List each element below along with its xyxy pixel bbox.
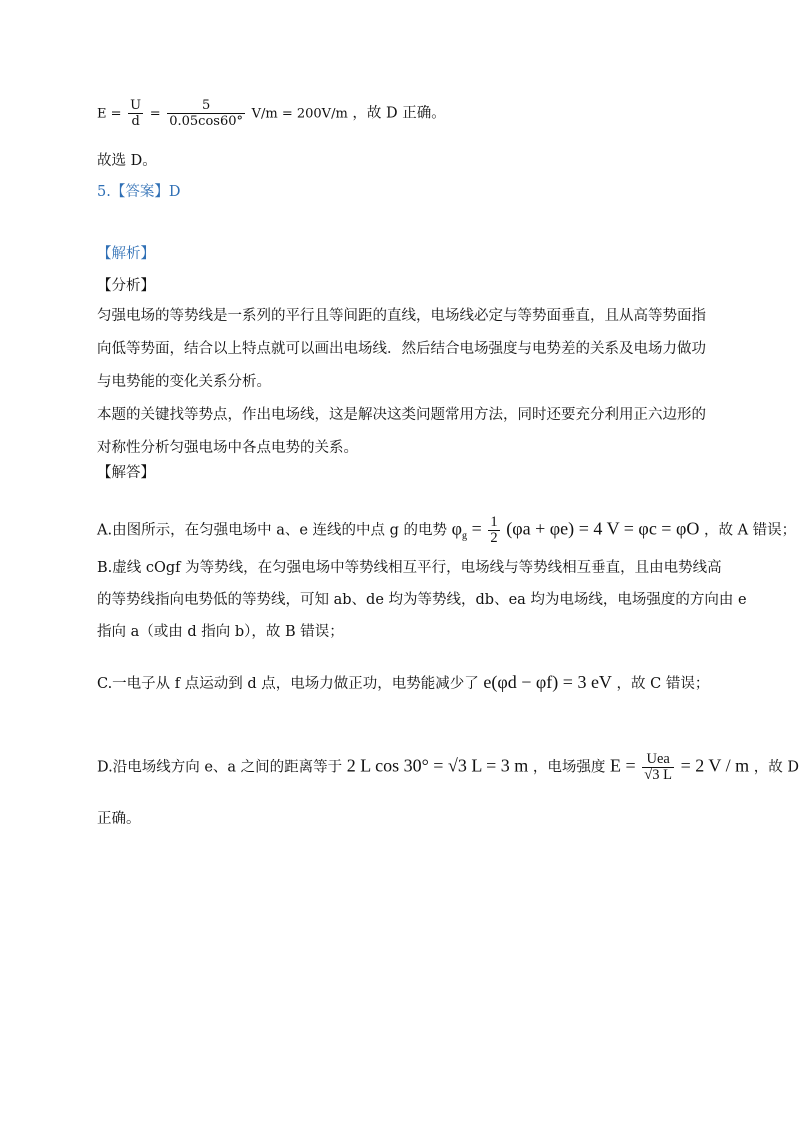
frac-half bbox=[488, 515, 499, 546]
analysis-heading: 【解析】 bbox=[97, 246, 155, 262]
frac-num: Uea bbox=[642, 752, 674, 768]
jieda-heading: 【解答】 bbox=[97, 465, 155, 481]
option-d-line bbox=[97, 752, 799, 783]
frac-den: 2 bbox=[490, 530, 498, 546]
option-d-expr1: 2 L cos 30° = √3 L = 3 m bbox=[346, 755, 529, 776]
frac-5-over-cos bbox=[167, 98, 245, 129]
frac-u-over-d bbox=[128, 98, 143, 129]
frac-u-over-root3l bbox=[642, 752, 674, 783]
phi-rest: = 4 V = φc = φO bbox=[578, 518, 700, 539]
select-line: 故选 D。 bbox=[97, 153, 157, 169]
answer-line: 5.【答案】D bbox=[97, 184, 181, 200]
eq-lhs: E = bbox=[97, 106, 122, 122]
option-a-prefix: A.由图所示，在匀强电场中 a、e 连线的中点 g 的电势 bbox=[97, 522, 448, 539]
option-b-line-2: 的等势线指向电势低的等势线，可知 ab、de 均为等势线，db、ea 均为电场线，电场强度的方向由 e bbox=[97, 592, 747, 608]
equation-field-strength bbox=[97, 98, 446, 129]
frac-num: U bbox=[130, 98, 142, 113]
frac-den: d bbox=[131, 114, 140, 129]
option-d-e: E = bbox=[610, 755, 636, 776]
paragraph-1: 匀强电场的等势线是一系列的平行且等间距的直线，电场线必定与等势面垂直，且从高等势面指向低等势面，结合以上特点就可以画出电场线．然后结合电场强度与电势差的关系及电场力做功与电势能的变化关系分析。 bbox=[97, 308, 706, 390]
option-c-suffix: ，故 C 错误； bbox=[616, 676, 710, 692]
phi-sum: (φa + φe) bbox=[506, 518, 575, 539]
option-d-mid: ，电场强度 bbox=[532, 759, 606, 776]
eq-sign: = bbox=[471, 518, 482, 539]
eq-sign: = bbox=[149, 106, 161, 122]
eq-tail: V/m = 200V/m bbox=[251, 106, 348, 122]
option-d-end: 正确。 bbox=[97, 811, 141, 827]
option-d-expr2: = 2 V / m bbox=[680, 755, 750, 776]
phi-g-sub: g bbox=[462, 530, 468, 542]
option-b-line-1: B.虚线 cOgf 为等势线，在匀强电场中等势线相互平行，电场线与等势线相互垂直，且由电势线高 bbox=[97, 560, 722, 576]
option-c-line bbox=[97, 672, 709, 694]
option-c-prefix: C.一电子从 f 点运动到 d 点，电场力做正功，电势能减少了 bbox=[97, 676, 479, 692]
option-a-line bbox=[97, 515, 796, 546]
option-b-line-3: 指向 a（或由 d 指向 b），故 B 错误； bbox=[97, 624, 344, 640]
phi-g: φ bbox=[451, 518, 463, 539]
paragraph-2: 本题的关键找等势点，作出电场线，这是解决这类问题常用方法，同时还要充分利用正六边形的对称性分析匀强电场中各点电势的关系。 bbox=[97, 407, 706, 456]
option-d-suffix: ，故 D bbox=[753, 759, 799, 776]
fenxi-heading: 【分析】 bbox=[97, 278, 155, 294]
eq-comment: ，故 D 正确。 bbox=[352, 105, 446, 122]
frac-num: 1 bbox=[490, 514, 498, 530]
frac-den: 0.05cos60° bbox=[169, 114, 243, 129]
option-d-prefix: D.沿电场线方向 e、a 之间的距离等于 bbox=[97, 759, 343, 776]
option-a-suffix: ，故 A 错误； bbox=[703, 522, 797, 539]
option-c-expr: e(φd − φf) = 3 eV bbox=[483, 672, 612, 692]
frac-num: 5 bbox=[167, 98, 245, 114]
frac-den: √3 L bbox=[644, 767, 672, 783]
